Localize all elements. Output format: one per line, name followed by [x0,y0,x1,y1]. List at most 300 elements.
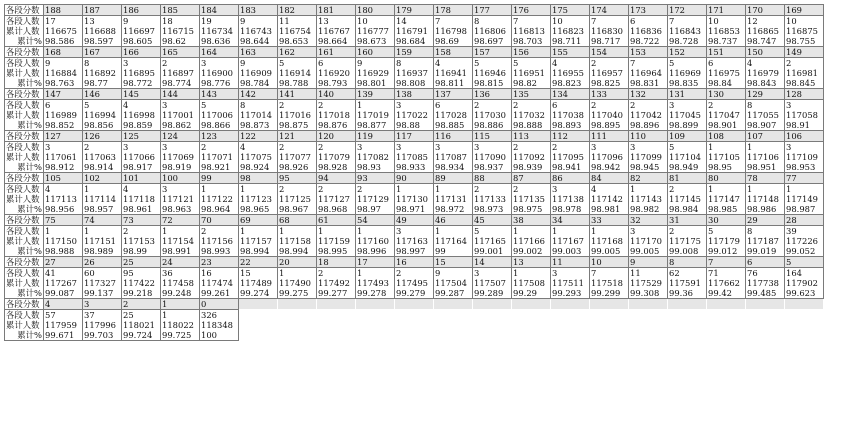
cumulative-value: 117168 [591,236,623,246]
count-value: 1 [630,184,636,194]
percent-value: 98.763 [45,78,75,88]
count-value: 4 [45,184,51,194]
count-value: 10 [708,16,719,26]
percent-label: 累计% [17,78,42,88]
cumulative-label: 累计人数 [6,68,40,78]
score-cell: 28 [785,215,824,226]
value-cell [590,100,629,131]
score-cell: 107 [746,131,785,142]
score-cell: 149 [785,47,824,58]
count-value: 4 [123,184,129,194]
value-cell [278,100,317,131]
cumulative-label: 累计人数 [6,26,40,36]
cumulative-value: 117090 [474,152,506,162]
cumulative-value: 117105 [708,152,740,162]
empty-cell [707,310,746,341]
value-cell [512,16,551,47]
count-value: 3 [669,100,675,110]
count-value: 2 [669,184,675,194]
score-cell: 0 [200,299,239,310]
value-cell [317,184,356,215]
cumulative-value: 116969 [669,68,701,78]
cumulative-value: 116813 [513,26,545,36]
cumulative-value: 117167 [552,236,584,246]
empty-cell [551,299,590,310]
score-cell: 144 [161,89,200,100]
count-value: 5 [201,100,207,110]
value-cell [551,142,590,173]
value-cell [317,226,356,257]
percent-value: 98.888 [513,120,543,130]
percent-value: 98.991 [162,246,192,256]
percent-value: 98.684 [396,36,426,46]
cumulative-label: 累计人数 [6,278,40,288]
count-value: 1 [84,226,90,236]
count-value: 2 [474,100,480,110]
value-cell [122,142,161,173]
cumulative-value: 117121 [162,194,194,204]
percent-value: 99.42 [708,288,732,298]
value-cell [161,226,200,257]
count-value: 57 [45,310,56,320]
count-value: 3 [123,142,129,152]
score-cell: 121 [278,131,317,142]
percent-value: 98.968 [318,204,348,214]
cumulative-value: 117045 [669,110,701,120]
count-label: 各段人数 [6,310,40,320]
cumulative-value: 116743 [240,26,272,36]
score-cell: 32 [629,215,668,226]
percent-value: 98.755 [786,36,816,46]
empty-cell [668,310,707,341]
value-cell [161,16,200,47]
percent-value: 98.885 [435,120,465,130]
empty-cell [434,310,473,341]
cumulative-value: 116989 [45,110,77,120]
count-value: 19 [201,16,212,26]
score-cell: 165 [161,47,200,58]
count-value: 25 [123,310,134,320]
count-value: 8 [747,226,753,236]
count-value: 2 [513,142,519,152]
count-label: 各段人数 [6,58,40,68]
count-value: 2 [630,100,636,110]
percent-value: 98.996 [357,246,387,256]
score-cell: 38 [512,215,551,226]
score-cell: 168 [44,47,83,58]
cumulative-value: 117014 [240,110,272,120]
cumulative-value: 117158 [279,236,311,246]
value-cell [785,58,824,89]
score-cell: 185 [161,5,200,16]
value-cell [317,100,356,131]
count-value: 5 [708,226,714,236]
score-cell: 61 [317,215,356,226]
cumulative-value: 117018 [318,110,350,120]
score-cell: 68 [278,215,317,226]
value-cell [44,226,83,257]
score-cell: 156 [512,47,551,58]
cumulative-value: 117160 [357,236,389,246]
score-cell: 175 [551,5,590,16]
table-body [5,5,824,341]
value-cell [629,142,668,173]
score-cell: 150 [746,47,785,58]
value-cell [473,58,512,89]
count-value: 3 [45,142,51,152]
count-value: 3 [786,100,792,110]
empty-cell [629,299,668,310]
score-cell: 16 [395,257,434,268]
count-value: 1 [591,226,597,236]
count-label: 各段人数 [6,226,40,236]
cumulative-value: 117058 [786,110,818,120]
value-cell [44,310,83,341]
cumulative-value: 117327 [84,278,116,288]
value-cell [473,268,512,299]
score-cell: 174 [590,5,629,16]
score-cell: 159 [395,47,434,58]
value-cell [395,184,434,215]
percent-label: 累计% [17,36,42,46]
score-cell: 172 [668,5,707,16]
cumulative-value: 117085 [396,152,428,162]
count-value: 9 [357,58,363,68]
percent-value: 98.605 [123,36,153,46]
score-cell: 26 [83,257,122,268]
count-value: 1 [279,268,285,278]
value-cell [707,58,746,89]
count-value: 3 [786,142,792,152]
count-value: 1 [513,226,519,236]
value-cell [785,100,824,131]
count-value: 2 [201,226,207,236]
percent-value: 98.926 [279,162,309,172]
score-cell: 15 [434,257,473,268]
count-value: 3 [162,142,168,152]
percent-value: 98.95 [708,162,732,172]
value-cell [122,16,161,47]
percent-value: 99.137 [84,288,114,298]
score-cell: 158 [434,47,473,58]
empty-cell [473,310,512,341]
score-row [5,131,824,142]
cumulative-value: 117149 [786,194,818,204]
cumulative-value: 117492 [318,278,350,288]
value-cell [395,16,434,47]
count-value: 2 [786,58,792,68]
data-row-label [5,142,44,173]
score-cell: 49 [395,215,434,226]
value-cell [629,100,668,131]
empty-cell [434,299,473,310]
score-cell: 161 [317,47,356,58]
percent-value: 99.485 [747,288,777,298]
count-value: 1 [357,226,363,236]
data-row [5,310,824,341]
cumulative-value: 116957 [591,68,623,78]
cumulative-value: 117082 [357,152,389,162]
value-cell [746,100,785,131]
percent-value: 98.875 [279,120,309,130]
count-value: 2 [591,58,597,68]
percent-value: 98.907 [747,120,777,130]
cumulative-value: 116884 [45,68,77,78]
score-cell: 7 [707,257,746,268]
cumulative-value: 116979 [747,68,779,78]
cumulative-value: 117142 [591,194,623,204]
count-value: 2 [669,226,675,236]
data-row [5,184,824,215]
empty-cell [239,310,278,341]
percent-value: 98.978 [552,204,582,214]
count-value: 5 [474,58,480,68]
score-cell: 128 [785,89,824,100]
value-cell [668,16,707,47]
count-value: 6 [435,100,441,110]
value-cell [551,268,590,299]
percent-value: 98.825 [591,78,621,88]
value-cell [83,184,122,215]
data-row [5,58,824,89]
count-value: 7 [591,16,597,26]
cumulative-value: 117099 [630,152,662,162]
score-cell: 23 [200,257,239,268]
score-cell: 181 [317,5,356,16]
percent-value: 98.876 [318,120,348,130]
percent-value: 99.299 [591,288,621,298]
cumulative-value: 117042 [630,110,662,120]
score-row [5,5,824,16]
score-cell: 109 [668,131,707,142]
count-label: 各段人数 [6,268,40,278]
value-cell [44,58,83,89]
cumulative-label: 累计人数 [6,152,40,162]
percent-value: 98.808 [396,78,426,88]
score-cell: 143 [200,89,239,100]
value-cell [512,100,551,131]
percent-value: 98.995 [318,246,348,256]
count-value: 3 [357,142,363,152]
value-cell [161,58,200,89]
value-cell [317,268,356,299]
cumulative-value: 117106 [747,152,779,162]
percent-value: 98.951 [747,162,777,172]
cumulative-value: 116951 [513,68,545,78]
value-cell [785,226,824,257]
count-value: 5 [669,142,675,152]
score-row [5,89,824,100]
score-row [5,215,824,226]
cumulative-value: 116981 [786,68,818,78]
value-cell [83,268,122,299]
percent-value: 98.949 [669,162,699,172]
value-cell [278,16,317,47]
cumulative-value: 117166 [513,236,545,246]
cumulative-value: 117156 [201,236,233,246]
cumulative-value: 116767 [318,26,350,36]
value-cell [668,100,707,131]
cumulative-value: 117591 [669,278,701,288]
cumulative-value: 117130 [396,194,428,204]
score-cell: 100 [161,173,200,184]
value-cell [83,58,122,89]
percent-value: 98.937 [474,162,504,172]
percent-value: 98.717 [591,36,621,46]
value-cell [200,226,239,257]
percent-value: 98.815 [474,78,504,88]
count-value: 2 [474,184,480,194]
count-value: 12 [747,16,758,26]
cumulative-value: 116777 [357,26,389,36]
score-row [5,257,824,268]
score-cell: 153 [629,47,668,58]
percent-value: 98.811 [435,78,465,88]
score-cell: 6 [746,257,785,268]
cumulative-value: 117071 [201,152,233,162]
score-cell: 2 [122,299,161,310]
cumulative-value: 117508 [513,278,545,288]
score-cell: 94 [317,173,356,184]
value-cell [83,100,122,131]
value-cell [356,100,395,131]
score-cell: 155 [551,47,590,58]
value-cell [239,184,278,215]
cumulative-value: 117154 [162,236,194,246]
value-cell [200,16,239,47]
count-value: 76 [747,268,758,278]
percent-value: 98.823 [552,78,582,88]
score-cell: 132 [629,89,668,100]
value-cell [239,58,278,89]
count-value: 3 [591,142,597,152]
score-cell: 123 [200,131,239,142]
cumulative-value: 117006 [201,110,233,120]
value-cell [239,268,278,299]
empty-cell [317,310,356,341]
score-cell: 186 [122,5,161,16]
score-cell: 117 [395,131,434,142]
count-value: 36 [162,268,173,278]
cumulative-value: 117164 [435,236,467,246]
cumulative-value: 117474 [201,278,233,288]
cumulative-value: 117077 [279,152,311,162]
score-cell: 183 [239,5,278,16]
score-cell: 147 [44,89,83,100]
cumulative-value: 116895 [123,68,155,78]
cumulative-value: 117422 [123,278,155,288]
count-value: 4 [552,58,558,68]
value-cell [707,226,746,257]
score-cell: 133 [590,89,629,100]
percent-value: 98.862 [162,120,192,130]
cumulative-value: 117518 [591,278,623,288]
percent-value: 98.945 [630,162,660,172]
value-cell [200,310,239,341]
cumulative-value: 117147 [708,194,740,204]
value-cell [512,184,551,215]
cumulative-value: 117104 [669,152,701,162]
count-value: 2 [318,100,324,110]
cumulative-value: 117902 [786,278,818,288]
cumulative-value: 117495 [396,278,428,288]
score-cell: 124 [161,131,200,142]
cumulative-value: 117028 [435,110,467,120]
cumulative-value: 117001 [162,110,194,120]
value-cell [161,100,200,131]
percent-value: 98.776 [201,78,231,88]
score-cell: 93 [356,173,395,184]
value-cell [785,184,824,215]
count-value: 1 [786,184,792,194]
count-value: 18 [162,16,173,26]
value-cell [590,226,629,257]
percent-value: 98.636 [201,36,231,46]
percent-value: 98.957 [84,204,114,214]
percent-value: 98.896 [630,120,660,130]
empty-cell [278,310,317,341]
percent-value: 98.975 [513,204,543,214]
count-value: 2 [279,142,285,152]
score-cell: 113 [512,131,551,142]
percent-value: 98.774 [162,78,192,88]
score-row-label: 各段分数 [5,215,44,226]
count-value: 8 [474,16,480,26]
value-cell [668,58,707,89]
percent-value: 99.623 [786,288,816,298]
percent-value: 98.703 [513,36,543,46]
empty-cell [239,299,278,310]
count-value: 2 [318,184,324,194]
cumulative-value: 117118 [123,194,155,204]
percent-value: 99.703 [84,330,114,340]
percent-value: 98.895 [591,120,621,130]
value-cell [590,268,629,299]
data-row [5,16,824,47]
cumulative-value: 117075 [240,152,272,162]
count-value: 11 [630,268,641,278]
score-cell: 125 [122,131,161,142]
count-value: 2 [396,268,402,278]
cumulative-value: 116897 [162,68,194,78]
percent-value: 98.971 [396,204,426,214]
percent-value: 99.279 [396,288,426,298]
score-row-label: 各段分数 [5,5,44,16]
value-cell [434,100,473,131]
count-value: 62 [669,268,680,278]
percent-value: 98.93 [357,162,381,172]
percent-value: 98.986 [747,204,777,214]
percent-value: 98.901 [708,120,738,130]
empty-cell [512,299,551,310]
percent-value: 99.308 [630,288,660,298]
percent-value: 98.843 [747,78,777,88]
value-cell [161,184,200,215]
percent-value: 98.886 [474,120,504,130]
value-cell [590,184,629,215]
percent-value: 98.965 [240,204,270,214]
cumulative-value: 117016 [279,110,311,120]
score-cell: 141 [278,89,317,100]
cumulative-value: 116941 [435,68,467,78]
cumulative-value: 117133 [474,194,506,204]
cumulative-value: 117079 [318,152,350,162]
percent-value: 98.877 [357,120,387,130]
count-value: 9 [123,16,129,26]
score-cell: 115 [473,131,512,142]
score-cell: 101 [122,173,161,184]
percent-label: 累计% [17,288,42,298]
